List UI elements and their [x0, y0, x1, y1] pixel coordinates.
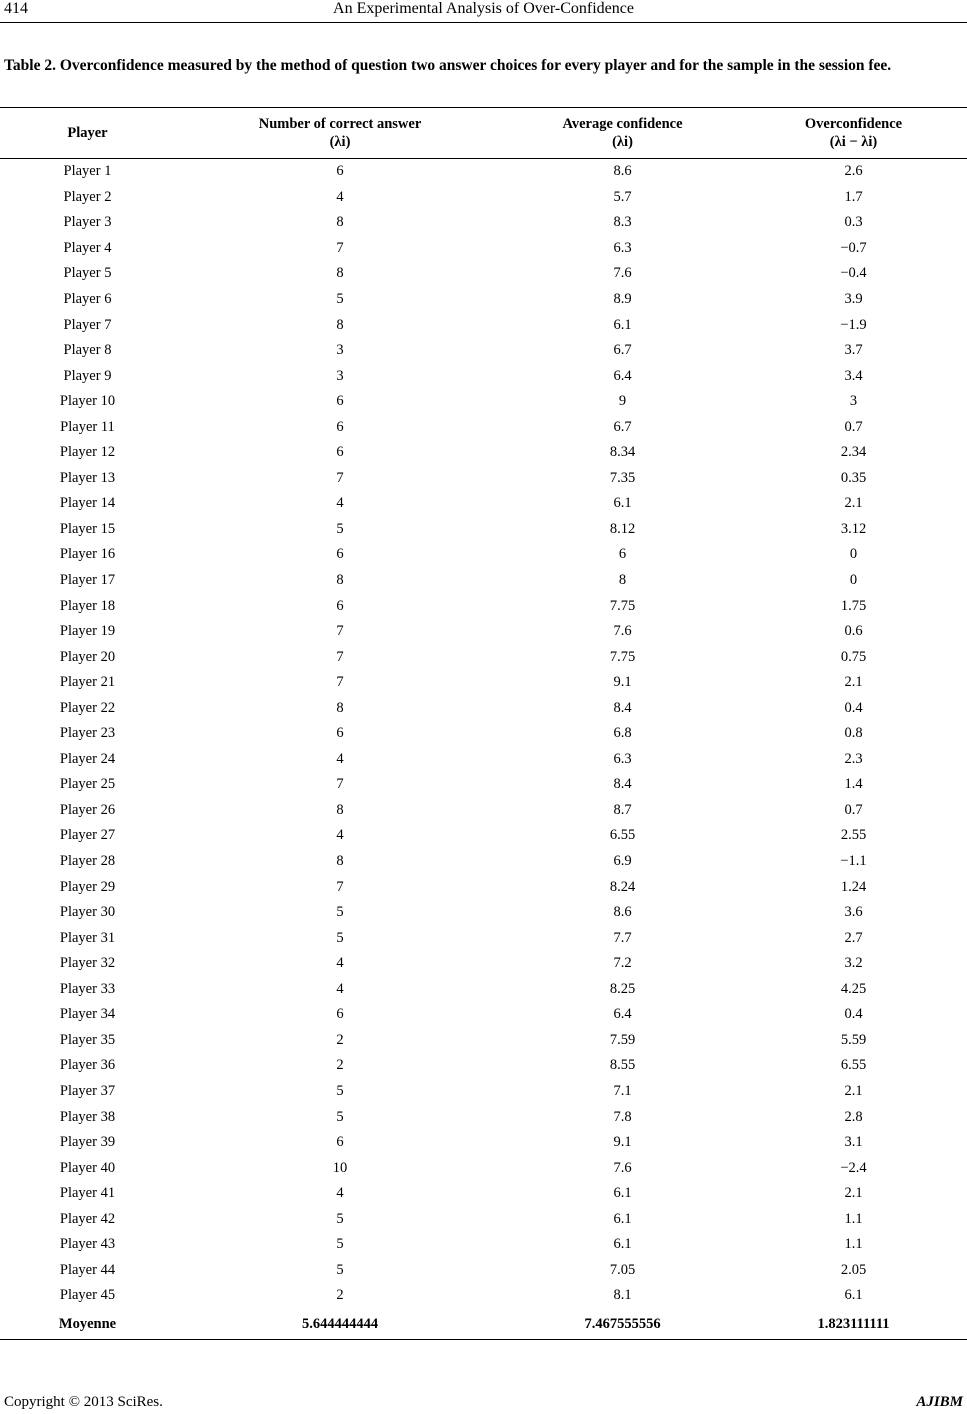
- cell-average-confidence: 8.12: [609, 520, 636, 537]
- cell-average-confidence: 6.3: [613, 750, 632, 767]
- cell-overconfidence: 4.25: [840, 980, 867, 997]
- cell-average-confidence: 8.55: [609, 1057, 636, 1074]
- cell-overconfidence: 2.6: [844, 163, 863, 180]
- cell-average-confidence: 6.7: [613, 418, 632, 435]
- cell-correct-answers: 6: [336, 1134, 344, 1151]
- cell-player: Player 8: [63, 342, 112, 359]
- cell-overconfidence: 3: [849, 393, 858, 410]
- cell-overconfidence: 1.1: [844, 1210, 863, 1227]
- cell-correct-answers: 5: [336, 1236, 344, 1253]
- cell-correct-answers: 5: [336, 929, 344, 946]
- cell-overconfidence: 2.55: [840, 827, 867, 844]
- cell-player: Player 19: [59, 623, 116, 640]
- cell-correct-answers: 4: [336, 955, 344, 972]
- table-row: [0, 1232, 967, 1258]
- cell-average-confidence: 6.1: [613, 316, 632, 333]
- cell-player: Player 42: [59, 1210, 116, 1227]
- cell-overconfidence: 0.7: [844, 801, 863, 818]
- cell-correct-answers: 5: [336, 520, 344, 537]
- cell-average-confidence: 6.9: [613, 853, 632, 870]
- cell-correct-answers: 8: [336, 853, 344, 870]
- cell-player: Player 25: [59, 776, 116, 793]
- table-row: [0, 1155, 967, 1181]
- column-header-label: Overconfidence: [804, 116, 903, 132]
- cell-average-confidence: 6.55: [609, 827, 636, 844]
- table-row: [0, 900, 967, 926]
- cell-player: Player 41: [59, 1185, 116, 1202]
- table-header: [0, 108, 967, 159]
- cell-average-confidence: 8.4: [613, 776, 632, 793]
- cell-overconfidence: 6.1: [844, 1287, 863, 1304]
- table-row: [0, 1206, 967, 1232]
- cell-correct-answers: 4: [336, 750, 344, 767]
- cell-overconfidence: 3.1: [844, 1134, 863, 1151]
- cell-player: Player 12: [59, 444, 116, 461]
- cell-player: Player 29: [59, 878, 116, 895]
- column-header-symbol: (λi): [612, 134, 633, 150]
- table-row: [0, 1079, 967, 1105]
- table-row: [0, 619, 967, 645]
- cell-player: Player 35: [59, 1031, 116, 1048]
- cell-overconfidence: 3.12: [840, 520, 867, 537]
- table-row: [0, 695, 967, 721]
- cell-overconfidence: 1.24: [840, 878, 867, 895]
- table-row: [0, 491, 967, 517]
- cell-player: Player 13: [59, 469, 116, 486]
- cell-correct-answers: 8: [336, 265, 344, 282]
- cell-correct-answers: 6: [336, 546, 344, 563]
- cell-correct-answers: 7: [336, 239, 344, 256]
- table-row: [0, 747, 967, 773]
- table-row: [0, 670, 967, 696]
- cell-average-confidence: 6.1: [613, 1236, 632, 1253]
- column-header-average-confidence: [505, 108, 740, 159]
- table-row: [0, 1258, 967, 1284]
- cell-correct-answers: 7: [336, 623, 344, 640]
- cell-player: Player 1: [63, 163, 112, 180]
- cell-overconfidence: −2.4: [840, 1159, 867, 1176]
- table-row: [0, 363, 967, 389]
- cell-correct-answers: 10: [332, 1159, 348, 1176]
- cell-correct-answers: 6: [336, 393, 344, 410]
- column-header-label: Number of correct answer: [258, 116, 422, 132]
- cell-correct-answers: 5: [336, 904, 344, 921]
- cell-overconfidence: 0.6: [844, 623, 863, 640]
- cell-correct-answers: 5: [336, 1082, 344, 1099]
- cell-player: Player 43: [59, 1236, 116, 1253]
- running-title: An Experimental Analysis of Over-Confidence: [333, 0, 634, 17]
- cell-average-confidence: 8.1: [613, 1287, 632, 1304]
- header-rule: [0, 22, 967, 23]
- cell-overconfidence: 3.9: [844, 291, 863, 307]
- copyright-notice: Copyright © 2013 SciRes.: [4, 1394, 163, 1410]
- cell-overconfidence: 3.6: [844, 904, 863, 921]
- table-row: [0, 925, 967, 951]
- cell-overconfidence: 3.4: [844, 367, 863, 384]
- column-header-correct-answers: [175, 108, 505, 159]
- cell-overconfidence: 2.8: [844, 1108, 863, 1125]
- table-row: [0, 440, 967, 466]
- cell-overconfidence: 2.1: [844, 495, 863, 512]
- table-row: [0, 338, 967, 364]
- table-row: [0, 1130, 967, 1156]
- table-row: [0, 568, 967, 594]
- cell-player: Player 14: [59, 495, 116, 512]
- table-row: [0, 414, 967, 440]
- cell-player: Player 40: [59, 1159, 116, 1176]
- cell-player: Player 20: [59, 648, 116, 665]
- cell-player: Player 32: [59, 955, 116, 972]
- cell-average-confidence: 9.1: [613, 674, 632, 691]
- cell-overconfidence: 2.1: [844, 674, 863, 691]
- cell-correct-answers: 7: [336, 469, 344, 486]
- cell-average-confidence: 7.35: [609, 469, 636, 486]
- cell-average-confidence: 6.7: [613, 342, 632, 359]
- table-row: [0, 593, 967, 619]
- cell-overconfidence: 6.55: [840, 1057, 867, 1074]
- cell-overconfidence: −1.9: [840, 316, 867, 333]
- cell-correct-answers: 4: [336, 495, 344, 512]
- cell-average-confidence: 6.3: [613, 239, 632, 256]
- cell-average-confidence: 8.9: [613, 291, 632, 307]
- cell-average-confidence: 6.1: [613, 495, 632, 512]
- cell-player: Player 7: [63, 316, 112, 333]
- cell-average-confidence: 8.4: [613, 699, 632, 716]
- cell-player: Player 44: [59, 1261, 116, 1278]
- table-caption: Table 2. Overconfidence measured by the method of question two answer choices for every player and for the sample in the session fee.: [4, 57, 892, 74]
- running-header: [0, 0, 967, 24]
- cell-average-confidence: 6.1: [613, 1185, 632, 1202]
- cell-overconfidence: 0: [849, 546, 858, 563]
- cell-overconfidence: −0.7: [840, 239, 867, 256]
- cell-correct-answers: 8: [336, 214, 344, 231]
- cell-player: Player 45: [59, 1287, 116, 1304]
- column-header-player: [0, 108, 175, 159]
- column-header-label: Average confidence: [562, 116, 683, 132]
- table-row: [0, 1053, 967, 1079]
- cell-player: Player 5: [63, 265, 112, 282]
- cell-overconfidence: −0.4: [840, 265, 867, 282]
- cell-correct-answers: 5: [336, 1261, 344, 1278]
- cell-overconfidence: 0.3: [844, 214, 863, 231]
- cell-player: Player 24: [59, 750, 116, 767]
- cell-player: Player 9: [63, 367, 112, 384]
- cell-player: Player 3: [63, 214, 112, 231]
- cell-overconfidence: 3.7: [844, 342, 863, 359]
- table-row: [0, 185, 967, 211]
- cell-player: Player 30: [59, 904, 116, 921]
- cell-correct-answers: 5: [336, 291, 344, 307]
- table-body: [0, 159, 967, 1340]
- cell-correct-answers: 5: [336, 1210, 344, 1227]
- cell-player: Player 15: [59, 520, 116, 537]
- cell-overconfidence: 0.8: [844, 725, 863, 742]
- table-row: [0, 287, 967, 313]
- table-row: [0, 1283, 967, 1309]
- cell-average-confidence: 7.2: [613, 955, 632, 972]
- cell-average-confidence: 7.6: [613, 265, 632, 282]
- cell-player: Player 11: [60, 418, 115, 435]
- cell-player: Player 4: [63, 239, 112, 256]
- cell-correct-answers: 6: [336, 163, 344, 180]
- table-row: [0, 210, 967, 236]
- cell-average-confidence: 7.8: [613, 1108, 632, 1125]
- table-row: [0, 236, 967, 262]
- page-number: 414: [4, 0, 28, 17]
- cell-average-confidence: 6.8: [613, 725, 632, 742]
- cell-correct-answers: 6: [336, 444, 344, 461]
- table-row: [0, 389, 967, 415]
- cell-correct-answers: 3: [336, 367, 344, 384]
- cell-player: Player 39: [59, 1134, 116, 1151]
- cell-player: Player 10: [59, 393, 116, 410]
- cell-correct-answers: 8: [336, 801, 344, 818]
- cell-player: Player 31: [59, 929, 116, 946]
- cell-average-confidence: 8.25: [609, 980, 636, 997]
- column-header-label: Player: [67, 125, 108, 141]
- data-table-container: [0, 107, 967, 1340]
- table-row: [0, 874, 967, 900]
- cell-overconfidence: 3.2: [844, 955, 863, 972]
- cell-correct-answers: 4: [336, 1185, 344, 1202]
- cell-overconfidence: 1.75: [840, 597, 867, 614]
- table-row: [0, 772, 967, 798]
- table-row: [0, 1002, 967, 1028]
- cell-overconfidence: 5.59: [840, 1031, 867, 1048]
- cell-correct-answers: 8: [336, 699, 344, 716]
- cell-average-confidence: 7.05: [609, 1261, 636, 1278]
- cell-overconfidence: 2.05: [840, 1261, 867, 1278]
- cell-player: Player 33: [59, 980, 116, 997]
- cell-average-confidence: 6.4: [613, 367, 632, 384]
- header-row: [0, 108, 967, 159]
- cell-correct-answers: 4: [336, 980, 344, 997]
- table-row: [0, 517, 967, 543]
- cell-correct-answers: 5: [336, 1108, 344, 1125]
- cell-player: Player 23: [59, 725, 116, 742]
- cell-correct-answers: 7: [336, 648, 344, 665]
- cell-correct-answers: 6: [336, 725, 344, 742]
- cell-average-confidence: 9.1: [613, 1134, 632, 1151]
- cell-overconfidence: 2.1: [844, 1185, 863, 1202]
- cell-player: Player 18: [59, 597, 116, 614]
- cell-average-confidence: 8.3: [613, 214, 632, 231]
- column-header-overconfidence: [740, 108, 967, 159]
- table-row: [0, 466, 967, 492]
- cell-overconfidence: 1.4: [844, 776, 863, 793]
- table-row: [0, 159, 967, 185]
- cell-correct-answers: 2: [336, 1057, 344, 1074]
- cell-average-confidence: 7.59: [609, 1031, 636, 1048]
- cell-correct-answers: 8: [336, 572, 344, 589]
- cell-player: Player 6: [63, 291, 112, 307]
- cell-player: Player 17: [59, 572, 116, 589]
- page-footer: [0, 1394, 967, 1414]
- table-row: [0, 951, 967, 977]
- summary-row: [0, 1309, 967, 1340]
- cell-correct-answers: 7: [336, 878, 344, 895]
- cell-player: Player 22: [59, 699, 116, 716]
- cell-correct-answers: 6: [336, 1006, 344, 1023]
- cell-overconfidence: 0.4: [844, 1006, 863, 1023]
- cell-correct-answers: 4: [336, 188, 344, 205]
- cell-correct-answers: 2: [336, 1031, 344, 1048]
- cell-correct-answers: 2: [336, 1287, 344, 1304]
- cell-correct-answers: 6: [336, 418, 344, 435]
- cell-average-confidence: 7.7: [613, 929, 632, 946]
- cell-player: Player 36: [59, 1057, 116, 1074]
- table-row: [0, 849, 967, 875]
- summary-correct-answers: 5.644444444: [301, 1315, 379, 1332]
- cell-overconfidence: 0.4: [844, 699, 863, 716]
- cell-overconfidence: 2.7: [844, 929, 863, 946]
- table-row: [0, 798, 967, 824]
- cell-average-confidence: 7.6: [613, 1159, 632, 1176]
- cell-average-confidence: 7.1: [613, 1082, 632, 1099]
- cell-overconfidence: 2.1: [844, 1082, 863, 1099]
- cell-overconfidence: 0.75: [840, 648, 867, 665]
- cell-average-confidence: 6: [618, 546, 627, 563]
- cell-player: Player 2: [63, 188, 112, 205]
- cell-player: Player 37: [59, 1082, 116, 1099]
- overconfidence-table: [0, 107, 967, 1340]
- cell-average-confidence: 7.75: [609, 597, 636, 614]
- cell-player: Player 16: [59, 546, 116, 563]
- table-row: [0, 1104, 967, 1130]
- cell-average-confidence: 8.7: [613, 801, 632, 818]
- cell-average-confidence: 8.6: [613, 904, 632, 921]
- cell-average-confidence: 8.24: [609, 878, 636, 895]
- table-row: [0, 1028, 967, 1054]
- cell-player: Player 34: [59, 1006, 116, 1023]
- cell-correct-answers: 3: [336, 342, 344, 359]
- cell-average-confidence: 5.7: [613, 188, 632, 205]
- cell-player: Player 21: [59, 674, 116, 691]
- cell-average-confidence: 6.1: [613, 1210, 632, 1227]
- table-row: [0, 721, 967, 747]
- table-row: [0, 261, 967, 287]
- cell-average-confidence: 8.6: [613, 163, 632, 180]
- cell-overconfidence: 1.7: [844, 188, 863, 205]
- cell-average-confidence: 9: [618, 393, 627, 410]
- table-row: [0, 977, 967, 1003]
- cell-overconfidence: 2.34: [840, 444, 867, 461]
- summary-average-confidence: 7.467555556: [584, 1315, 661, 1332]
- cell-player: Player 38: [59, 1108, 116, 1125]
- cell-overconfidence: 1.1: [844, 1236, 863, 1253]
- table-row: [0, 1181, 967, 1207]
- cell-average-confidence: 7.6: [613, 623, 632, 640]
- cell-player: Player 26: [59, 801, 116, 818]
- table-row: [0, 542, 967, 568]
- cell-correct-answers: 7: [336, 674, 344, 691]
- column-header-symbol: (λi − λi): [829, 134, 878, 150]
- summary-overconfidence: 1.823111111: [817, 1315, 890, 1332]
- cell-average-confidence: 8: [618, 572, 627, 589]
- cell-overconfidence: 0.7: [844, 418, 863, 435]
- cell-player: Player 28: [59, 853, 116, 870]
- summary-label: Moyenne: [58, 1315, 117, 1332]
- cell-overconfidence: 2.3: [844, 750, 863, 767]
- cell-overconfidence: 0.35: [840, 469, 867, 486]
- cell-correct-answers: 4: [336, 827, 344, 844]
- cell-average-confidence: 7.75: [609, 648, 636, 665]
- cell-overconfidence: 0: [849, 572, 858, 589]
- table-row: [0, 644, 967, 670]
- table-row: [0, 312, 967, 338]
- cell-average-confidence: 8.34: [609, 444, 636, 461]
- cell-correct-answers: 8: [336, 316, 344, 333]
- cell-correct-answers: 7: [336, 776, 344, 793]
- cell-player: Player 27: [59, 827, 116, 844]
- column-header-symbol: (λi): [329, 134, 351, 150]
- journal-name: AJIBM: [916, 1394, 963, 1410]
- cell-correct-answers: 6: [336, 597, 344, 614]
- cell-average-confidence: 6.4: [613, 1006, 632, 1023]
- table-row: [0, 823, 967, 849]
- cell-overconfidence: −1.1: [840, 853, 867, 870]
